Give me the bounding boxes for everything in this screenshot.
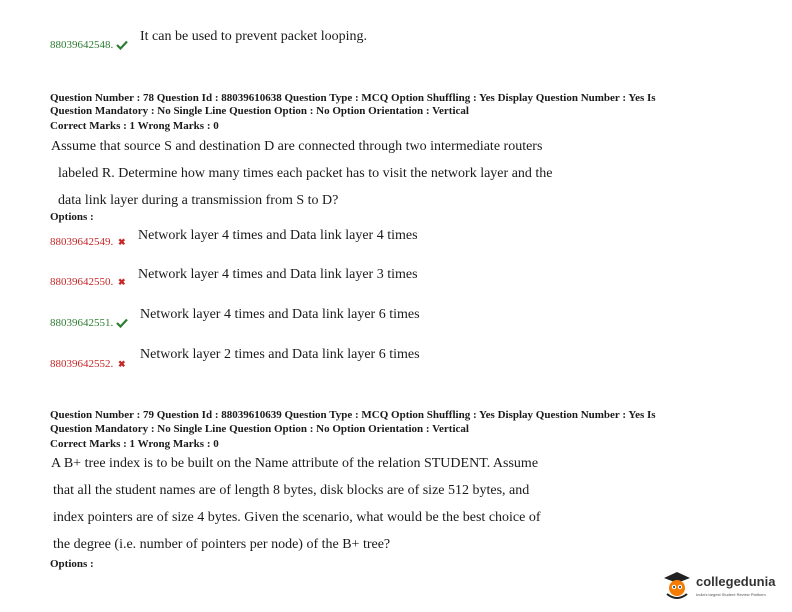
option-text: Network layer 4 times and Data link layer 6 times	[140, 307, 420, 322]
option-id: 88039642551.	[50, 317, 128, 329]
option-id: 88039642550. ✖	[50, 276, 126, 288]
wrong-cross-icon: ✖	[118, 236, 126, 247]
question-text-line: labeled R. Determine how many times each packet has to visit the network layer and the	[58, 166, 553, 181]
correct-check-icon	[116, 40, 128, 50]
option-text: Network layer 4 times and Data link layer 3 times	[138, 267, 418, 282]
question-meta-line: Question Number : 79 Question Id : 88039610639 Question Type : MCQ Option Shuffling : Yes Display Question Number : Yes Is	[50, 409, 656, 421]
question-meta-line: Question Mandatory : No Single Line Question Option : No Option Orientation : Vertical	[50, 105, 469, 117]
wrong-cross-icon: ✖	[118, 358, 126, 369]
question-marks: Correct Marks : 1 Wrong Marks : 0	[50, 438, 219, 450]
question-meta-line: Question Mandatory : No Single Line Question Option : No Option Orientation : Vertical	[50, 423, 469, 435]
wrong-cross-icon: ✖	[118, 276, 126, 287]
question-text-line: the degree (i.e. number of pointers per node) of the B+ tree?	[53, 537, 391, 552]
option-text: Network layer 2 times and Data link layer 6 times	[140, 347, 420, 362]
correct-check-icon	[116, 318, 128, 328]
option-text: Network layer 4 times and Data link layer 4 times	[138, 228, 418, 243]
brand-tagline: India's largest Student Review Platform	[696, 592, 766, 597]
brand-name: collegedunia	[696, 574, 776, 589]
question-text-line: index pointers are of size 4 bytes. Given the scenario, what would be the best choice of	[53, 510, 541, 525]
options-label: Options :	[50, 558, 94, 570]
question-text-line: Assume that source S and destination D are connected through two intermediate routers	[51, 139, 543, 154]
option-text: It can be used to prevent packet looping.	[140, 29, 368, 44]
options-label: Options :	[50, 211, 94, 223]
question-text-line: that all the student names are of length 8 bytes, disk blocks are of size 512 bytes, and	[53, 483, 530, 498]
question-meta-line: Question Number : 78 Question Id : 88039610638 Question Type : MCQ Option Shuffling : Yes Display Question Number : Yes Is	[50, 92, 656, 104]
graduate-logo-icon	[662, 570, 692, 602]
option-id: 88039642548.	[50, 39, 128, 51]
option-id: 88039642552. ✖	[50, 358, 126, 370]
question-text-line: data link layer during a transmission from S to D?	[58, 193, 339, 208]
option-id: 88039642549. ✖	[50, 236, 126, 248]
brand-logo	[662, 570, 790, 604]
question-marks: Correct Marks : 1 Wrong Marks : 0	[50, 120, 219, 132]
question-text-line: A B+ tree index is to be built on the Name attribute of the relation STUDENT. Assume	[51, 456, 539, 471]
